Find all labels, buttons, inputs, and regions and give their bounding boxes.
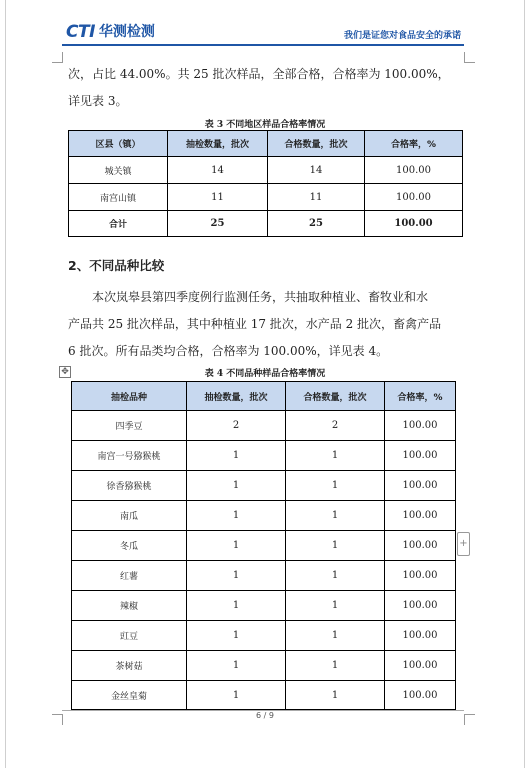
table-cell: 100.00 — [365, 157, 463, 184]
table3-caption: 表 3 不同地区样品合格率情况 — [204, 120, 326, 130]
table-cell: 1 — [187, 471, 286, 501]
table-cell: 1 — [187, 561, 286, 591]
table-cell: 城关镇 — [69, 157, 168, 184]
table-cell: 100.00 — [385, 591, 456, 621]
table3 — [68, 130, 463, 237]
table-cell: 100.00 — [385, 681, 456, 710]
table-cell: 徐香猕猴桃 — [72, 471, 187, 501]
paragraph-line: 次，占比 44.00%。共 25 批次样品，全部合格，合格率为 100.00%， — [68, 67, 450, 81]
table-cell: 1 — [286, 651, 385, 681]
table-cell: 1 — [187, 501, 286, 531]
table4-caption: 表 4 不同品种样品合格率情况 — [204, 369, 326, 379]
table-cell: 1 — [187, 651, 286, 681]
table-cell: 100.00 — [365, 184, 463, 211]
margin-mark-top-left — [52, 52, 63, 63]
table-cell: 1 — [286, 471, 385, 501]
table-row — [72, 651, 456, 681]
table-cell: 1 — [187, 681, 286, 710]
table-total-row — [69, 211, 463, 237]
margin-mark-top-right — [464, 52, 475, 63]
paragraph-line: 6 批次。所有品类均合格，合格率为 100.00%，详见表 4。 — [68, 344, 389, 358]
table-cell: 1 — [286, 621, 385, 651]
table-row — [72, 681, 456, 710]
table-cell: 豇豆 — [72, 621, 187, 651]
table-row — [72, 501, 456, 531]
table-cell: 11 — [168, 184, 268, 211]
logo-cti-text: CTI — [66, 22, 95, 42]
table-row — [69, 184, 463, 211]
table-header-row — [72, 382, 456, 411]
table-row — [72, 471, 456, 501]
table-cell: 1 — [187, 591, 286, 621]
column-header: 合格率，% — [385, 382, 456, 411]
logo-chinese-text: 华测检测 — [98, 24, 155, 40]
table-cell: 2 — [286, 411, 385, 441]
table-cell: 100.00 — [365, 211, 463, 237]
table-row — [72, 531, 456, 561]
section-heading: 2、不同品种比较 — [68, 258, 165, 273]
paragraph-line: 产品共 25 批次样品，其中种植业 17 批次，水产品 2 批次，畜禽产品 — [68, 317, 442, 331]
table-cell: 100.00 — [385, 501, 456, 531]
page-frame-left — [5, 0, 6, 768]
table-cell: 茶树菇 — [72, 651, 187, 681]
table-header-row — [69, 131, 463, 157]
table-cell: 1 — [286, 681, 385, 710]
table-cell: 辣椒 — [72, 591, 187, 621]
column-header: 抽检数量，批次 — [187, 382, 286, 411]
table-cell: 2 — [187, 411, 286, 441]
table-cell: 1 — [187, 441, 286, 471]
paragraph-line: 本次岚皋县第四季度例行监测任务，共抽取种植业、畜牧业和水 — [92, 290, 429, 304]
table-cell: 四季豆 — [72, 411, 187, 441]
column-header: 合格率，% — [365, 131, 463, 157]
table-row — [72, 411, 456, 441]
table-cell: 冬瓜 — [72, 531, 187, 561]
header-slogan: 我们是证您对食品安全的承诺 — [343, 31, 461, 41]
table-cell: 14 — [268, 157, 365, 184]
table-cell: 1 — [286, 501, 385, 531]
plus-icon[interactable]: + — [457, 532, 470, 556]
table-cell: 14 — [168, 157, 268, 184]
table-row — [72, 441, 456, 471]
table-cell: 南宫一号猕猴桃 — [72, 441, 187, 471]
table-cell: 1 — [286, 561, 385, 591]
column-header: 抽检数量，批次 — [168, 131, 268, 157]
table-cell: 100.00 — [385, 411, 456, 441]
column-header: 抽检品种 — [72, 382, 187, 411]
table-cell: 1 — [286, 531, 385, 561]
header-divider — [62, 44, 464, 46]
table-cell: 红薯 — [72, 561, 187, 591]
column-header: 区县（镇） — [69, 131, 168, 157]
table4 — [71, 381, 456, 710]
table-cell: 100.00 — [385, 651, 456, 681]
table-cell: 11 — [268, 184, 365, 211]
table-cell: 100.00 — [385, 531, 456, 561]
table-cell: 100.00 — [385, 441, 456, 471]
page-number: 6 / 9 — [256, 711, 274, 720]
table-cell: 1 — [187, 531, 286, 561]
company-logo — [66, 22, 155, 42]
table-cell: 1 — [187, 621, 286, 651]
table-row — [72, 561, 456, 591]
table-cell: 金丝皇菊 — [72, 681, 187, 710]
table-row — [72, 591, 456, 621]
paragraph-line: 详见表 3。 — [68, 94, 128, 108]
page-frame-right — [524, 0, 525, 768]
table-cell: 25 — [168, 211, 268, 237]
column-header: 合格数量，批次 — [268, 131, 365, 157]
table-cell: 25 — [268, 211, 365, 237]
table-cell: 合计 — [69, 211, 168, 237]
table-row — [69, 157, 463, 184]
table-cell: 100.00 — [385, 561, 456, 591]
table-cell: 100.00 — [385, 471, 456, 501]
table-cell: 1 — [286, 441, 385, 471]
table-cell: 南宫山镇 — [69, 184, 168, 211]
column-header: 合格数量，批次 — [286, 382, 385, 411]
table-cell: 1 — [286, 591, 385, 621]
move-icon[interactable]: ✥ — [59, 366, 71, 378]
table-cell: 南瓜 — [72, 501, 187, 531]
table-cell: 100.00 — [385, 621, 456, 651]
page-header — [66, 22, 461, 44]
table-row — [72, 621, 456, 651]
